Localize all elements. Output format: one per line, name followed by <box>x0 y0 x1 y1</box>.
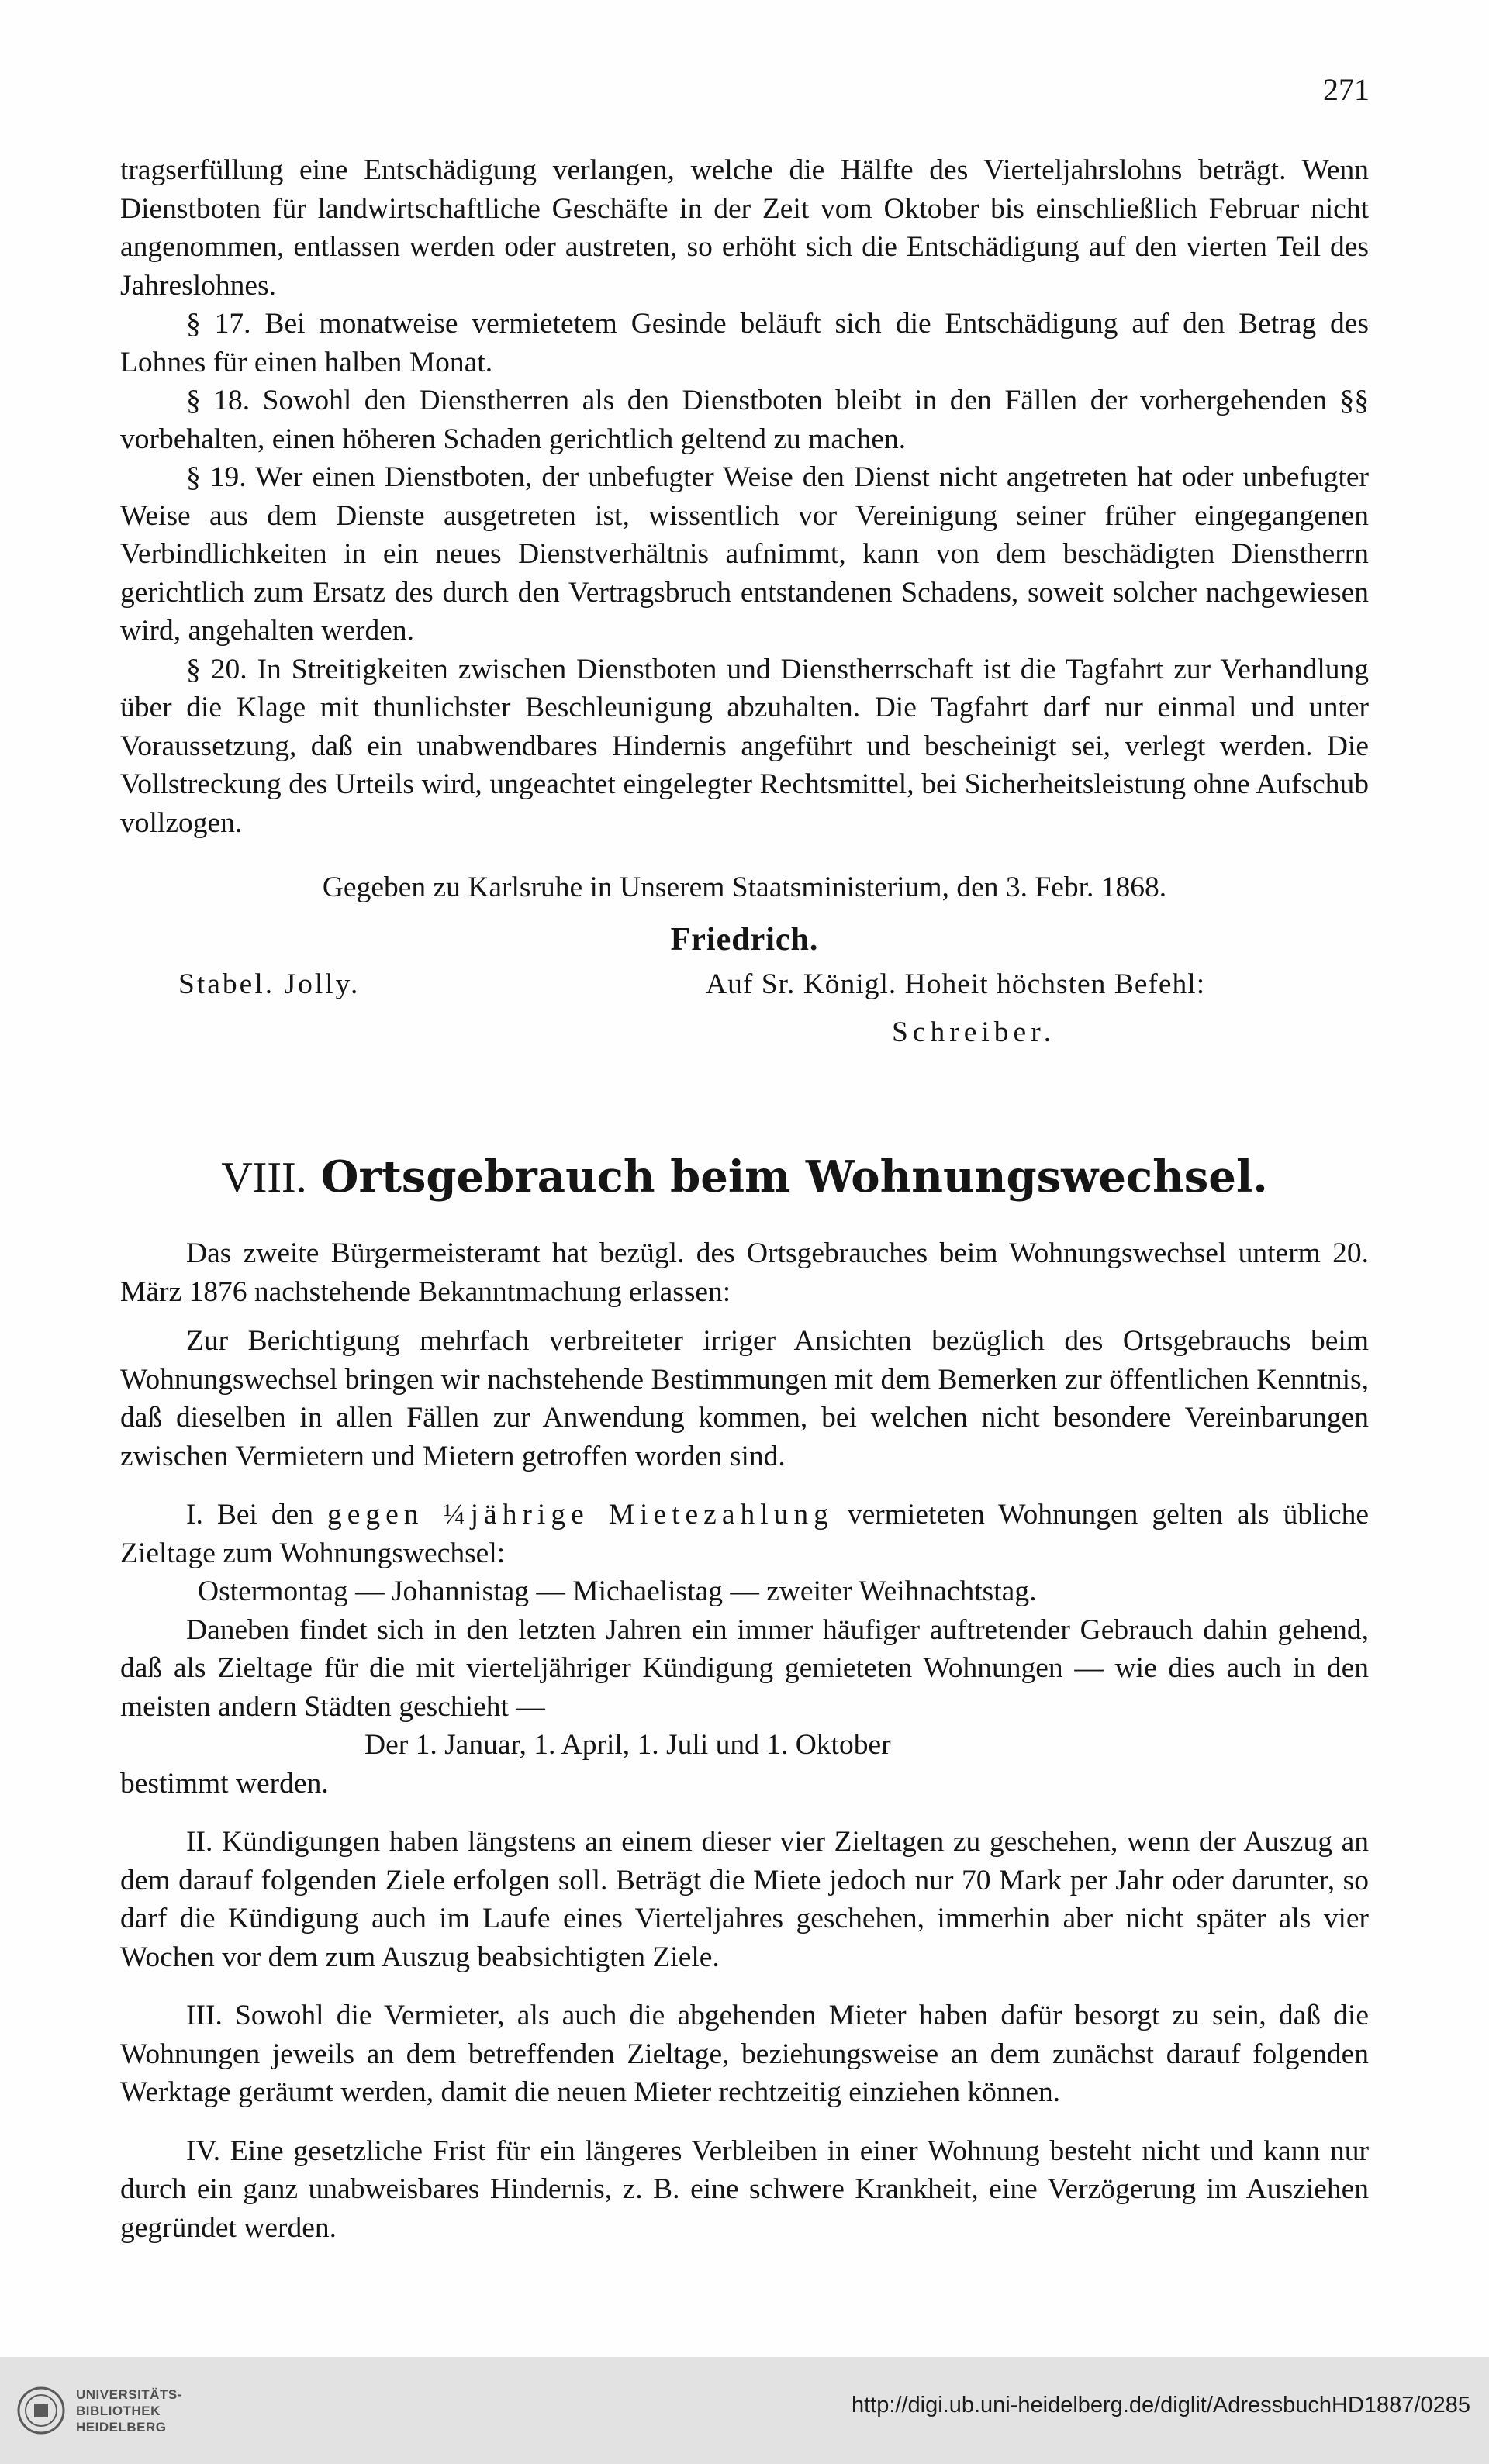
section-1-continuation: Daneben findet sich in den letzten Jahren ein immer häufiger auftretender Gebrauch dahin gehend, daß als Zieltage für die mit vierteljähriger Kündigung gemieteten Wohnungen — wie dies auch in den meisten andern Städten geschieht — <box>120 1613 1369 1723</box>
intro-paragraph: Das zweite Bürgermeisteramt hat bezügl. des Ortsgebrauches beim Wohnungswechsel unterm 20. März 1876 nachstehende Bekanntmachung erlassen: <box>120 1237 1369 1308</box>
section-1-closing: bestimmt werden. <box>120 1767 329 1800</box>
signers-row <box>120 965 1369 1013</box>
section-1-dates-2: Der 1. Januar, 1. April, 1. Juli und 1. Oktober <box>364 1729 891 1761</box>
section-2-paragraph: II. Kündigungen haben längstens an einem dieser vier Zieltagen zu geschehen, wenn der Auszug an dem darauf folgenden Ziele erfolgen soll. Beträgt die Miete jedoch nur 70 Mark per Jahr oder darunter, so darf die Kündigung auch im Laufe eines Vierteljahres geschehen, immerhin aber nicht später als vier Wochen vor dem zum Auszug beabsichtigten Ziele. <box>120 1826 1369 1973</box>
signer-secretary: Schreiber. <box>892 1016 1055 1048</box>
secretary-row <box>120 1013 1369 1068</box>
section-heading <box>120 1150 1369 1205</box>
section-1-lead: I. Bei den <box>186 1499 314 1531</box>
paragraph-continuation: tragserfüllung eine Entschädigung verlangen, welche die Hälfte des Vierteljahrslohns beträgt. Wenn Dienstboten für landwirtschaftliche Geschäfte in der Zeit vom Oktober bis einschließlich Februar nicht angenommen, entlassen werden oder austreten, so erhöht sich die Entschädigung auf den vierten Teil des Jahreslohnes. <box>120 154 1369 302</box>
library-name-line: BIBLIOTHEK <box>76 2404 161 2418</box>
given-at-line: Gegeben zu Karlsruhe in Unserem Staatsministerium, den 3. Febr. 1868. <box>322 871 1167 903</box>
paragraph-section-20: § 20. In Streitigkeiten zwischen Dienstboten und Dienstherrschaft ist die Tagfahrt zur Verhandlung über die Klage mit thunlichster Beschleunigung abzuhalten. Die Tagfahrt darf nur einmal und unter Voraussetzung, daß ein unabwendbares Hindernis angeführt und bescheinigt sei, verlegt werden. Die Vollstreckung des Urteils wird, ungeachtet eingelegter Rechtsmittel, bei Sicherheitsleistung ohne Aufschub vollzogen. <box>120 653 1369 839</box>
footer-bar <box>0 2357 1489 2464</box>
section-1-dates: Ostermontag — Johannistag — Michaelistag — zweiter Weihnachtstag. <box>198 1575 1037 1607</box>
library-name-line: UNIVERSITÄTS- <box>76 2387 182 2402</box>
section-heading-number: VIII. <box>221 1154 307 1202</box>
section-3-paragraph: III. Sowohl die Vermieter, als auch die abgehenden Mieter haben dafür besorgt zu sein, daß die Wohnungen jeweils an dem betreffenden Zieltage, beziehungsweise an dem zunächst darauf folgenden Werktage geräumt werden, damit die neuen Mieter rechtzeitig einziehen können. <box>120 2000 1369 2108</box>
source-url-link[interactable]: http://digi.ub.uni-heidelberg.de/diglit/AdressbuchHD1887/0285 <box>851 2393 1470 2417</box>
preamble-paragraph: Zur Berichtigung mehrfach verbreiteter irriger Ansichten bezüglich des Ortsgebrauchs beim Wohnungswechsel bringen wir nachstehende Bestimmungen mit dem Bemerken zur öffentlichen Kenntnis, daß dieselben in allen Fällen zur Anwendung kommen, bei welchen nicht besondere Vereinbarungen zwischen Vermietern und Mietern getroffen worden sind. <box>120 1325 1369 1472</box>
library-name <box>76 2386 182 2435</box>
university-library-logo-icon <box>17 2386 65 2435</box>
paragraph-section-18: § 18. Sowohl den Dienstherren als den Dienstboten bleibt in den Fällen der vorhergehenden §§ vorbehalten, einen höheren Schaden gerichtlich geltend zu machen. <box>120 385 1369 455</box>
section-4-paragraph: IV. Eine gesetzliche Frist für ein längeres Verbleiben in einer Wohnung besteht nicht und kann nur durch ein ganz unabweisbares Hindernis, z. B. eine schwere Krankheit, eine Verzögerung im Ausziehen gegründet werden. <box>120 2134 1369 2244</box>
paragraph-section-17: § 17. Bei monatweise vermietetem Gesinde beläuft sich die Entschädigung auf den Betrag des Lohnes für einen halben Monat. <box>120 308 1369 378</box>
signature-name: Friedrich. <box>670 921 819 958</box>
section-1-spaced: gegen ¼jährige Mietezahlung <box>327 1499 834 1531</box>
section-1-paragraph <box>120 1496 1369 1572</box>
section-1-rest: vermieteten Wohnungen gelten als übliche Zieltage zum Wohnungswechsel: <box>120 1499 1369 1569</box>
library-name-line: HEIDELBERG <box>76 2420 167 2435</box>
page-body <box>120 151 1369 2247</box>
page-number: 271 <box>1323 72 1370 107</box>
section-heading-title: Ortsgebrauch beim Wohnungswechsel. <box>320 1151 1268 1203</box>
signers-left: Stabel. Jolly. <box>178 968 361 1000</box>
signers-right: Auf Sr. Königl. Hoheit höchsten Befehl: <box>706 968 1206 1000</box>
paragraph-section-19: § 19. Wer einen Dienstboten, der unbefugter Weise den Dienst nicht angetreten hat oder unbefugter Weise aus dem Dienste ausgetreten ist, wissentlich vor Vereinigung seiner früher eingegangenen Verbindlichkeiten in ein neues Dienstverhältnis aufnimmt, kann von dem beschädigten Dienstherrn gerichtlich zum Ersatz des durch den Vertragsbruch entstandenen Schadens, soweit solcher nachgewiesen wird, angehalten werden. <box>120 461 1369 647</box>
